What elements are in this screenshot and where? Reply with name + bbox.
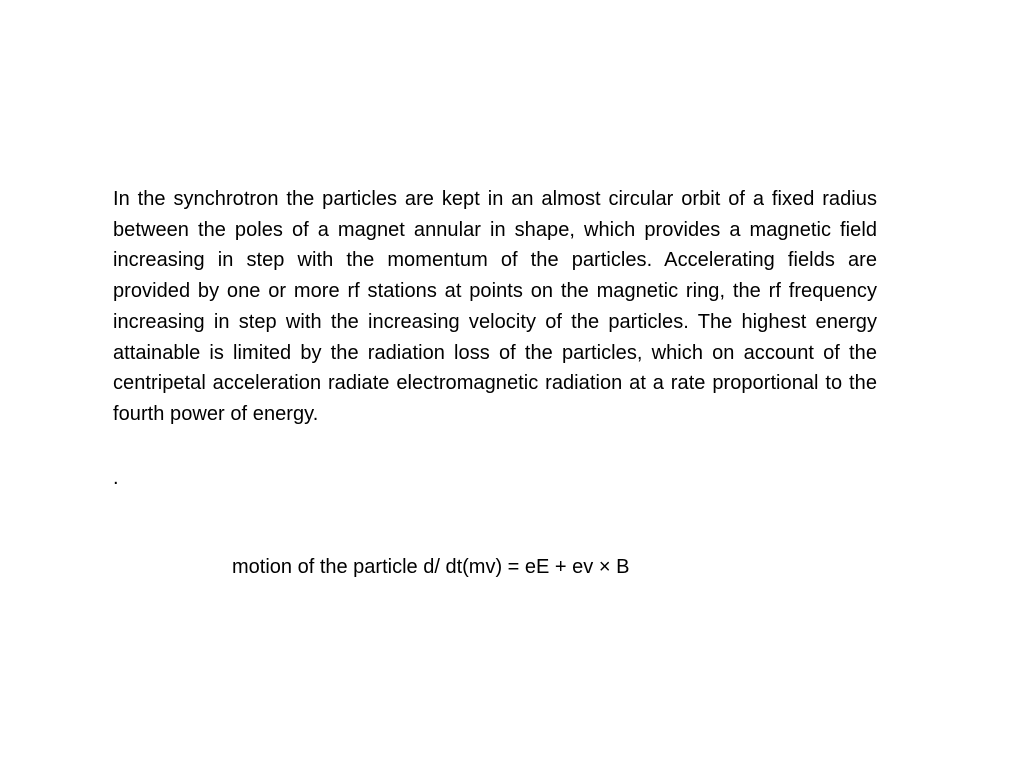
body-paragraph: In the synchrotron the particles are kept in an almost circular orbit of a fixed radius between the poles of a magnet annular in shape, which provides a magnetic field increasing in step with the momentum of the particles. Accelerating fields are provided by one or more rf stations at points on the magnetic ring, the rf frequency increasing in step with the increasing velocity of the particles. The highest energy attainable is limited by the radiation loss of the particles, which on account of the centripetal acceleration radiate electromagnetic radiation at a rate proportional to the fourth power of energy. [113, 188, 877, 425]
trailing-dot: . [113, 467, 119, 489]
equation-of-motion: motion of the particle d/ dt(mv) = eE + ev × B [232, 556, 630, 578]
